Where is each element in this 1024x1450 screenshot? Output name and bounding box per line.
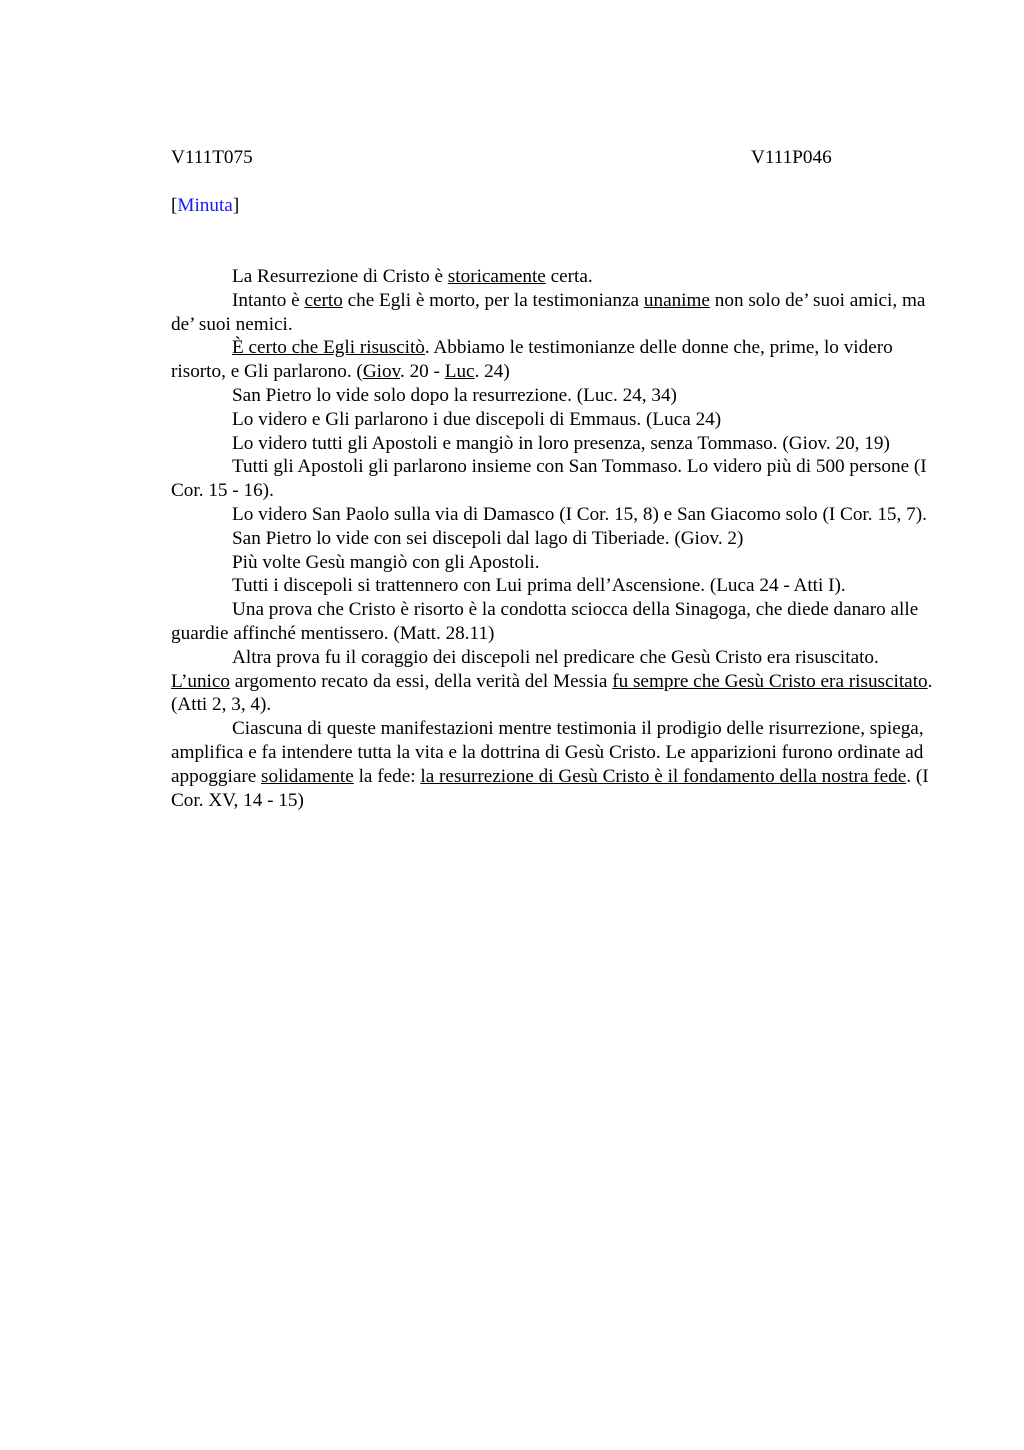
text-segment: Più volte Gesù mangiò con gli Apostoli. <box>232 551 540 573</box>
minuta-label <box>171 194 933 218</box>
underlined-text: storicamente <box>447 266 546 287</box>
text-segment: . (I Cor. XV, 14 - 15) <box>171 765 929 811</box>
underlined-text: solidamente <box>261 765 354 787</box>
text-segment: San Pietro lo vide solo dopo la resurrezione. (Luc. 24, 34) <box>232 384 677 406</box>
paragraph <box>171 384 933 408</box>
underlined-text: unanime <box>643 289 710 311</box>
text-segment: San Pietro lo vide con sei discepoli dal lago di Tiberiade. (Giov. 2) <box>232 527 744 549</box>
text-segment: non solo de’ suoi amici, ma de’ suoi nemici. <box>171 289 926 335</box>
bracket-open: [ <box>171 195 178 216</box>
paragraph <box>171 432 933 456</box>
underlined-text: È certo che Egli risuscitò <box>232 337 425 359</box>
text-segment: Tutti gli Apostoli gli parlarono insieme con San Tommaso. Lo videro più di 500 persone (I Cor. 15 - 16). <box>171 456 927 502</box>
text-segment: Ciascuna di queste manifestazioni mentre testimonia il prodigio delle risurrezione, spiega, amplifica e fa intendere tutta la vita e la dottrina di Gesù Cristo. Le apparizioni furono ordinate ad appoggiare <box>171 718 924 787</box>
document-code-right: V111P046 <box>751 147 832 168</box>
text-segment: Lo videro e Gli parlarono i due discepoli di Emmaus. (Luca 24) <box>232 408 722 430</box>
paragraph <box>171 289 933 337</box>
text-segment: Lo videro San Paolo sulla via di Damasco (I Cor. 15, 8) e San Giacomo solo (I Cor. 15, 7). <box>232 503 927 525</box>
minuta-link[interactable]: Minuta <box>177 195 233 216</box>
underlined-text: L’unico <box>171 670 230 692</box>
document-page <box>171 146 933 812</box>
text-segment: . 20 - <box>399 361 445 383</box>
text-segment: Una prova che Cristo è risorto è la condotta sciocca della Sinagoga, che diede danaro alle guardie affinché mentissero. (Matt. 28.11) <box>171 599 919 644</box>
text-segment: . Abbiamo le testimonianze delle donne che, prime, lo videro risorto, e Gli parlarono. ( <box>171 337 893 383</box>
document-code-left: V111T075 <box>171 147 253 168</box>
underlined-text: Giov <box>362 361 400 383</box>
underlined-text: Luc <box>444 361 475 383</box>
text-segment: la fede: <box>353 765 421 787</box>
paragraph <box>171 574 933 598</box>
paragraph <box>171 527 933 551</box>
bracket-close: ] <box>232 195 240 216</box>
paragraph <box>171 455 933 503</box>
text-segment: che Egli è morto, per la testimonianza <box>342 289 644 311</box>
paragraph <box>171 503 933 527</box>
document-header <box>171 146 933 170</box>
text-segment: Lo videro tutti gli Apostoli e mangiò in loro presenza, senza Tommaso. (Giov. 20, 19) <box>232 432 890 454</box>
paragraph <box>171 551 933 575</box>
text-segment: Intanto è <box>232 289 305 311</box>
underlined-text: la resurrezione di Gesù Cristo è il fondamento della nostra fede <box>420 765 907 787</box>
text-segment: certa. <box>545 266 593 287</box>
text-segment: Tutti i discepoli si trattennero con Lui prima dell’Ascensione. (Luca 24 - Atti I). <box>232 575 846 597</box>
underlined-text: certo <box>304 289 343 311</box>
text-segment: La Resurrezione di Cristo è <box>232 266 448 287</box>
paragraph <box>171 408 933 432</box>
paragraph <box>171 336 933 384</box>
text-segment: . 24) <box>474 361 510 383</box>
document-body <box>171 265 933 812</box>
paragraph <box>171 646 933 717</box>
text-segment: Altra prova fu il coraggio dei discepoli nel predicare che Gesù Cristo era risuscitato. <box>232 646 879 668</box>
paragraph <box>171 265 933 289</box>
underlined-text: fu sempre che Gesù Cristo era risuscitato <box>612 670 928 692</box>
text-segment: . (Atti 2, 3, 4). <box>171 670 933 716</box>
text-segment: argomento recato da essi, della verità del Messia <box>229 670 613 692</box>
paragraph <box>171 598 933 646</box>
paragraph <box>171 717 933 812</box>
